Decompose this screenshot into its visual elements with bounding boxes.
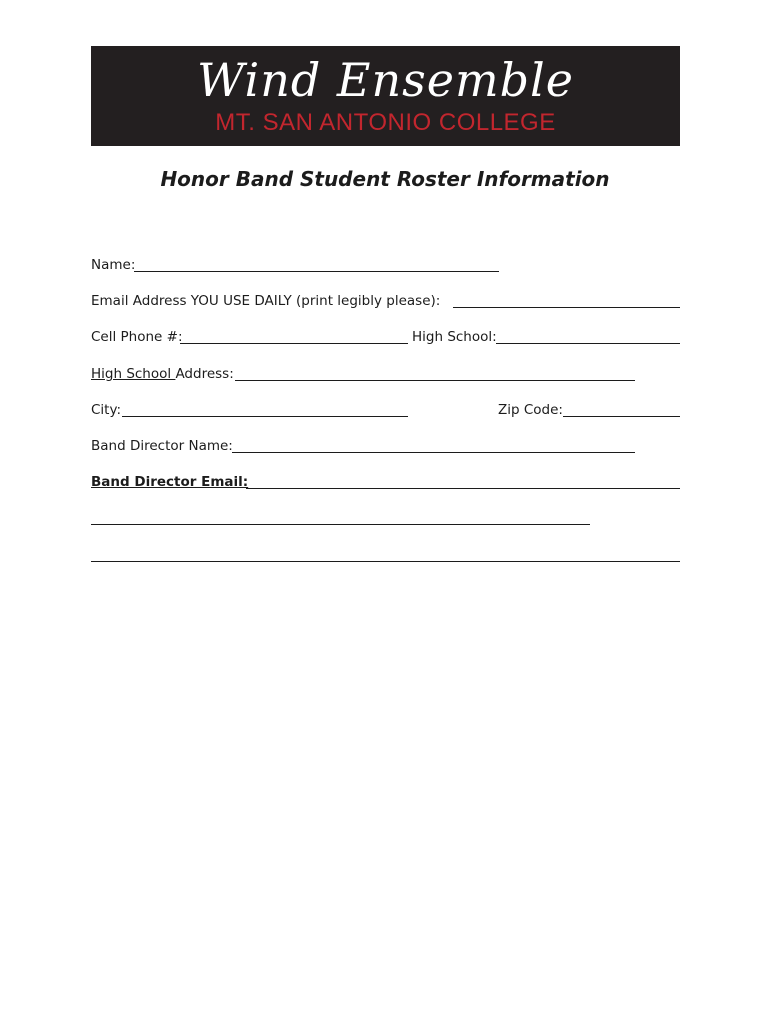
name-label: Name: bbox=[91, 257, 136, 273]
high-school-field[interactable] bbox=[496, 343, 680, 344]
blank-line-1[interactable] bbox=[91, 524, 590, 525]
college-name: MT. SAN ANTONIO COLLEGE bbox=[215, 109, 556, 136]
high-school-address-label bbox=[91, 365, 234, 383]
address-text: Address: bbox=[175, 366, 234, 382]
band-director-name-field[interactable] bbox=[232, 452, 635, 453]
email-field[interactable] bbox=[453, 307, 680, 308]
cell-phone-label: Cell Phone #: bbox=[91, 329, 183, 345]
blank-line-2[interactable] bbox=[91, 561, 680, 562]
name-field[interactable] bbox=[134, 271, 499, 272]
city-label: City: bbox=[91, 402, 122, 418]
city-field[interactable] bbox=[122, 416, 408, 417]
high-school-address-field[interactable] bbox=[235, 380, 635, 381]
cell-phone-field[interactable] bbox=[180, 343, 408, 344]
wind-ensemble-logo-text: Wind Ensemble bbox=[197, 53, 574, 107]
header-banner bbox=[91, 46, 680, 146]
form-title: Honor Band Student Roster Information bbox=[160, 167, 610, 191]
band-director-email-field[interactable] bbox=[246, 488, 680, 489]
email-label: Email Address YOU USE DAILY (print legibly please): bbox=[91, 293, 441, 309]
zip-code-field[interactable] bbox=[563, 416, 680, 417]
high-school-label: High School: bbox=[412, 329, 497, 345]
high-school-underlined-text: High School bbox=[91, 366, 176, 382]
zip-code-label: Zip Code: bbox=[498, 402, 563, 418]
band-director-name-label: Band Director Name: bbox=[91, 438, 233, 454]
band-director-email-label: Band Director Email: bbox=[91, 474, 249, 490]
